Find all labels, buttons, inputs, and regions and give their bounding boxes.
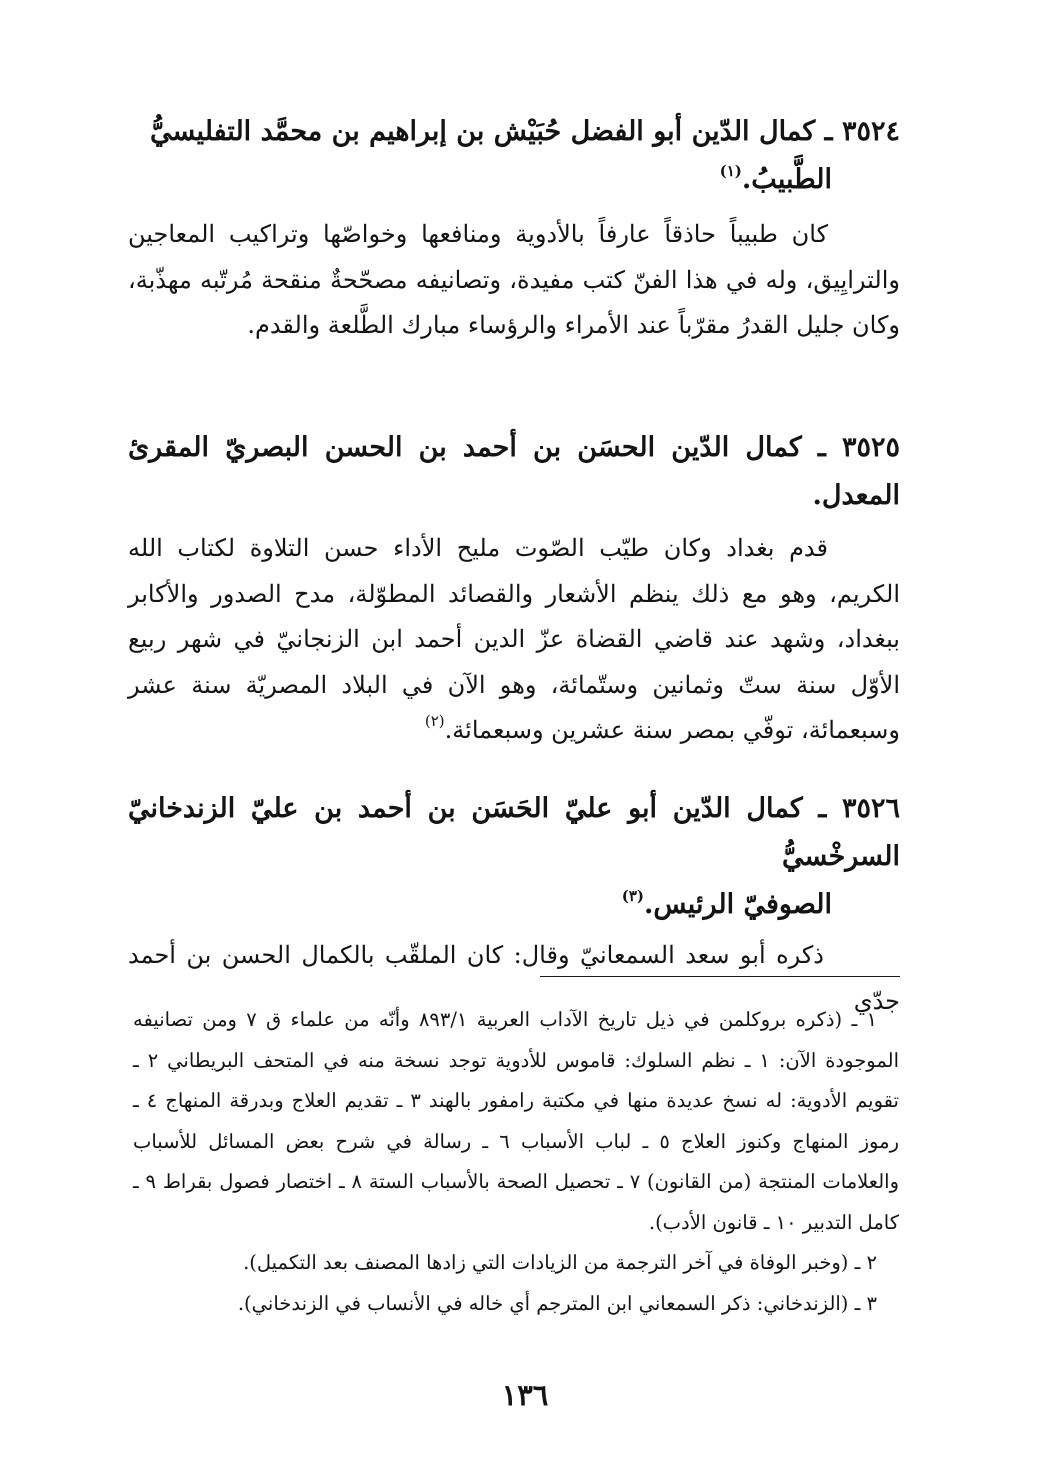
footnote-3: ٣ ـ (الزندخاني: ذكر السمعاني ابن المترجم أي خاله في الأنساب في الزندخاني). [237, 1291, 877, 1315]
entry-title-continuation [128, 156, 900, 204]
entry-heading [128, 785, 900, 929]
entry-title: كمال الدّين أبو عليّ الحَسَن بن أحمد بن عليّ الزندخانيّ السرخْسيُّ [128, 793, 900, 872]
entry-body-text: قدم بغداد وكان طيّب الصّوت مليح الأداء حسن التلاوة لكتاب الله الكريم، وهو مع ذلك ينظم الأشعار والقصائد المطوّلة، مدح الصدور والأكابر ببغداد، وشهد عند قاضي القضاة عزّ الدين أحمد ابن الزنجانيّ في شهر ربيع الأوّل سنة ستّ وثمانين وستّمائة، وهو الآن في البلاد المصريّة سنة عشر وسبعمائة، توفّي بمصر سنة عشرين وسبعمائة. [128, 534, 900, 744]
footnote-1: ١ ـ (ذكره بروكلمن في ذيل تاريخ الآداب العربية ٨٩٣/١ وأنّه من علماء ق ٧ ومن تصانيفه الموجودة الآن: ١ ـ نظم السلوك: قاموس للأدوية توجد نسخة منه في المتحف البريطاني ٢ ـ تقويم الأدوية: له نسخ عديدة منها في مكتبة رامفور بالهند ٣ ـ تقديم العلاج وبدرقة المنهاج ٤ ـ رموز المنهاج وكنوز العلاج ٥ ـ لباب الأسباب ٦ ـ رسالة في شرح بعض المسائل للأسباب والعلامات المنتجة (من القانون) ٧ ـ تحصيل الصحة بالأسباب الستة ٨ ـ اختصار فصول بقراط ٩ ـ كامل التدبير ١٠ ـ قانون الأدب). [133, 1008, 899, 1234]
footnote-ref: (٣) [621, 887, 644, 905]
page-number: ١٣٦ [501, 1378, 549, 1412]
entry-separator: ـ [802, 793, 842, 824]
entry-title-cont-text: الطَّبيبُ. [741, 164, 832, 195]
entry-title: كمال الدّين أبو الفضل حُبَيْش بن إبراهيم بن محمَّد التفليسيُّ [149, 116, 816, 147]
entry-body: ذكره أبو سعد السمعانيّ وقال: كان الملقّب بالكمال الحسن بن أحمد جدّي [128, 941, 900, 1015]
footnotes [133, 1000, 899, 1324]
footnote-divider [540, 976, 900, 977]
entry-number: ٣٥٢٦ [841, 793, 900, 824]
entry-title-cont-text: الصوفيّ الرئيس. [643, 889, 832, 920]
entry-separator: ـ [801, 432, 842, 463]
entry-title: كمال الدّين الحسَن بن أحمد بن الحسن البصريّ المقرئ المعدل. [128, 432, 900, 511]
entry-3525 [128, 424, 900, 754]
entry-body: كان طبيباً حاذقاً عارفاً بالأدوية ومنافعها وخواصّها وتراكيب المعاجين والترايِيق، وله في هذا الفنّ كتب مفيدة، وتصانيفه مصحّحةٌ منقحة مُرتّبه مهذّبة، وكان جليل القدرُ مقرّباً عند الأمراء والرؤساء مبارك الطَّلعة والقدم. [128, 220, 900, 339]
entry-number: ٣٥٢٥ [841, 432, 900, 463]
entry-3526 [128, 785, 900, 1024]
entry-3524 [128, 108, 900, 349]
footnote-2: ٢ ـ (وخبر الوفاة في آخر الترجمة من الزيادات التي زادها المصنف بعد التكميل). [243, 1251, 877, 1274]
entry-heading [128, 424, 900, 520]
footnote-ref: (٢) [424, 712, 445, 730]
entry-separator: ـ [815, 116, 842, 147]
entry-title-continuation [128, 881, 900, 929]
entry-heading [128, 108, 900, 204]
entry-body [128, 526, 900, 754]
entry-number: ٣٥٢٤ [841, 116, 900, 147]
footnote-ref: (١) [719, 162, 742, 180]
